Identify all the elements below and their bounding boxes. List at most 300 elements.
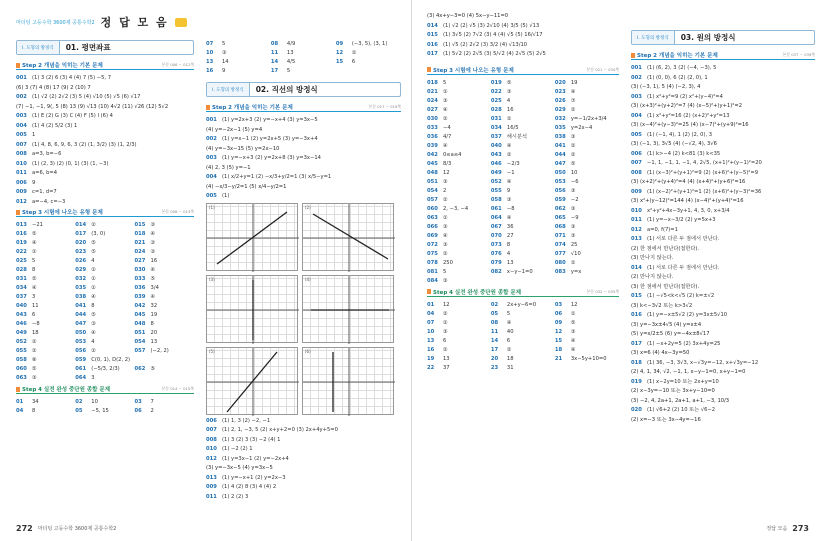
answer-value: ②	[32, 339, 37, 345]
answer-cell	[16, 284, 75, 293]
answer-line	[631, 169, 815, 178]
answer-value: 8	[506, 241, 511, 248]
answer-value: 6	[506, 337, 511, 344]
question-number: 055	[16, 348, 27, 354]
step3-bar	[427, 66, 619, 75]
answer-value: (1) 4, 8, 6, 9, 6, 3 (2) (1, 3/2) (3) (1, 2/3)	[32, 141, 137, 148]
answer-cell	[427, 79, 491, 88]
question-number: 015	[134, 222, 146, 228]
answer-value: ②	[506, 151, 512, 158]
question-number: 007	[631, 160, 642, 166]
question-number: 014	[631, 264, 642, 271]
question-number: 017	[631, 340, 642, 347]
answer-value: 3x−5y+10=0	[570, 355, 607, 362]
answer-cell	[16, 230, 75, 239]
answer-cell	[16, 347, 75, 356]
answer-value: ②	[32, 348, 37, 354]
answer-value: 5	[443, 268, 447, 275]
answer-value: x²+y²+4x−3y+1, 4, 3, 0, x+3/4	[647, 207, 730, 214]
question-number: 064	[490, 214, 502, 221]
answer-value: −5, 15	[91, 408, 109, 414]
answer-cell	[16, 311, 75, 320]
answer-value: 3	[32, 294, 36, 300]
question-number: 005	[16, 132, 27, 138]
answer-value: ③	[443, 328, 448, 335]
question-number: 074	[554, 241, 566, 248]
answer-value: 6	[32, 312, 36, 318]
answer-cell	[135, 311, 194, 320]
answer-value: ①	[570, 310, 576, 317]
answer-line: (3) k<−3√2 또는 k>3√2	[631, 302, 693, 309]
question-number: 037	[16, 294, 27, 300]
answer-line: (4) y=−3x−15 (5) y=2x−10	[206, 145, 280, 152]
answer-cell	[491, 169, 555, 178]
answer-row	[427, 259, 619, 268]
answer-row	[427, 205, 619, 214]
answer-cell	[75, 311, 134, 320]
answer-value: 7	[150, 399, 154, 405]
answer-cell	[491, 106, 555, 115]
answer-cell	[555, 169, 619, 178]
question-number: 037	[490, 133, 502, 140]
question-number: 005	[206, 193, 217, 199]
answer-lines	[427, 12, 619, 59]
answer-value: ⑧	[32, 357, 37, 363]
unit-header	[631, 30, 815, 45]
answer-value: x−y−1=0	[506, 268, 533, 275]
answer-line: (3) (x−4)²+(y−3)²=25 (4) (x−7)²+(y+9)²=16	[631, 122, 749, 128]
question-number: 050	[75, 330, 87, 336]
answer-value: (1) y=−x+1 (2) y=2x−3	[222, 474, 286, 481]
question-number: 039	[134, 294, 146, 300]
answer-value: (1)	[222, 193, 230, 199]
answer-value: 13	[506, 259, 514, 266]
question-number: 032	[75, 276, 87, 282]
answer-value: 9	[222, 68, 226, 74]
answer-cell	[555, 160, 619, 169]
question-number: 006	[16, 179, 27, 186]
question-number: 20	[490, 355, 499, 362]
answer-value: (1) (0, 0), 6 (2) (2, 0), 1	[647, 74, 708, 81]
question-number: 049	[16, 330, 27, 336]
question-number: 14	[270, 59, 279, 65]
question-number: 009	[631, 188, 642, 195]
question-number: 003	[16, 113, 27, 119]
answer-cell	[16, 248, 75, 257]
answer-cell	[555, 346, 619, 355]
question-number: 082	[490, 268, 502, 275]
answer-cell	[16, 293, 75, 302]
answer-value: 6	[443, 337, 447, 344]
answer-row	[16, 257, 194, 266]
step2-bar	[16, 61, 194, 70]
question-number: 059	[75, 357, 87, 363]
answer-value: ③	[506, 88, 512, 95]
answer-line	[206, 116, 401, 125]
question-number: 080	[554, 259, 566, 266]
question-number: 084	[427, 277, 438, 284]
question-number: 004	[631, 112, 642, 119]
answer-cell	[75, 221, 134, 230]
answer-line	[16, 188, 194, 197]
answer-cell	[16, 365, 75, 374]
answer-row	[427, 88, 619, 97]
answer-value: −4	[443, 124, 451, 131]
answer-line	[631, 311, 815, 320]
answer-line: (3) (x+2)²+(y+4)²=4 (4) (x+4)²+(y+6)²=16	[631, 179, 746, 185]
answer-cell	[491, 346, 555, 355]
answer-row	[206, 58, 401, 67]
answer-cell	[427, 187, 491, 196]
unit-title: 01. 평면좌표	[65, 43, 111, 52]
answer-value: (1) 3 (2) 3 (3) −2 (4) 1	[222, 436, 281, 443]
answer-row	[16, 311, 194, 320]
question-number: 049	[490, 169, 502, 176]
question-number: 050	[554, 169, 566, 176]
answer-value: ②	[443, 310, 448, 317]
answer-line	[427, 22, 619, 31]
answer-value: ②	[570, 151, 576, 158]
answer-cell	[135, 239, 194, 248]
question-number: 056	[554, 187, 566, 194]
answer-line	[206, 173, 401, 182]
answer-cell	[491, 301, 555, 310]
question-number: 027	[427, 106, 438, 113]
answer-line	[427, 31, 619, 40]
answer-row	[427, 241, 619, 250]
answer-line: (3) 한 점에서 만난다(접한다).	[631, 283, 700, 290]
question-number: 045	[427, 160, 438, 167]
answer-value: ③	[443, 241, 448, 248]
answer-line	[427, 41, 619, 50]
answer-value: ④	[570, 88, 576, 95]
answer-cell	[491, 355, 555, 364]
step3-ref: 본문 008 ~ 013쪽	[161, 209, 194, 214]
page-footer	[16, 524, 116, 533]
answer-line: (3) y=−3x±4√5 (4) y=x±4	[631, 321, 702, 328]
question-number: 077	[554, 250, 566, 257]
question-number: 05	[490, 310, 499, 317]
answer-cell	[555, 205, 619, 214]
left-column-1	[16, 40, 194, 416]
answer-line	[16, 179, 194, 188]
answer-cell	[427, 133, 491, 142]
answer-value: ①	[443, 319, 448, 326]
answer-cell	[336, 40, 401, 49]
answer-cell	[75, 284, 134, 293]
answer-cell	[491, 214, 555, 223]
graph-label: (3)	[209, 276, 215, 282]
answer-cell	[555, 364, 619, 373]
answer-value: 5	[443, 79, 447, 86]
answer-cell	[491, 277, 555, 286]
answer-line	[631, 112, 815, 121]
answer-line: (2) 만나지 않는다.	[631, 274, 674, 280]
answer-line	[16, 112, 194, 121]
answer-cell	[135, 329, 194, 338]
answer-value: ③	[150, 240, 156, 246]
answer-line	[206, 135, 401, 144]
answer-cell	[491, 337, 555, 346]
answer-line	[206, 483, 401, 492]
answer-cell	[75, 293, 134, 302]
answer-cell	[16, 407, 75, 416]
answer-row	[427, 187, 619, 196]
question-number: 039	[427, 142, 438, 149]
answer-cell	[75, 407, 134, 416]
answer-cell	[16, 239, 75, 248]
answer-value: ④	[506, 214, 512, 221]
answer-cell	[427, 355, 491, 364]
answer-cell	[427, 328, 491, 337]
answer-value: −8	[506, 205, 515, 212]
question-number: 035	[554, 124, 566, 131]
answer-value: 25	[570, 241, 578, 248]
answer-value: (1) 3 (2) 6 (3) 4 (4) 7 (5) −5, 7	[32, 75, 112, 81]
answer-row	[16, 239, 194, 248]
unit-label: I. 도형의 방정식	[632, 31, 675, 44]
answer-value: 34	[32, 399, 39, 405]
answer-cell	[555, 301, 619, 310]
step3-title: Step 3 시험에 나오는 유형 문제	[22, 210, 103, 216]
answer-cell	[135, 293, 194, 302]
answer-line	[631, 359, 815, 368]
answer-value: 32	[150, 303, 158, 309]
answer-row	[427, 124, 619, 133]
page-number: 273	[792, 524, 809, 533]
answer-cell	[555, 124, 619, 133]
coordinate-graph	[206, 275, 298, 343]
question-number: 016	[427, 41, 438, 48]
answer-value: (1) 서로 다른 두 점에서 만난다.	[647, 264, 720, 271]
question-number: 004	[16, 122, 27, 129]
step3-title: Step 3 시험에 나오는 유형 문제	[433, 67, 514, 74]
question-number: 046	[490, 160, 502, 167]
answer-cell	[555, 142, 619, 151]
answer-cell	[135, 302, 194, 311]
answer-row	[427, 214, 619, 223]
question-number: 044	[554, 151, 566, 158]
answer-cell	[555, 355, 619, 364]
answer-cell	[135, 356, 194, 365]
answer-cell	[555, 337, 619, 346]
answer-value: 8	[91, 303, 95, 309]
question-number: 009	[206, 484, 217, 490]
question-number: 043	[490, 151, 502, 158]
answer-cell	[206, 58, 271, 67]
answer-value: √10	[570, 250, 581, 257]
answer-cell	[555, 97, 619, 106]
question-number: 007	[16, 141, 27, 148]
question-number: 010	[206, 446, 217, 452]
answer-grid	[427, 301, 619, 373]
answer-value: ⑤	[91, 312, 96, 318]
question-number: 014	[427, 22, 438, 29]
answer-value: (1) 2, 1, −3, 5 (2) x+y+2=0 (3) 2x+4y+5=0	[222, 427, 338, 433]
step3-ref: 본문 021 ~ 034쪽	[586, 66, 619, 72]
answer-value: ①	[91, 276, 96, 282]
question-number: 066	[427, 223, 438, 230]
answer-value: 2	[443, 187, 447, 194]
answer-cell	[427, 214, 491, 223]
answer-value: (1) (x−2)²+(y+1)²=1 (2) (x+6)²+(y−3)²=36	[647, 188, 762, 195]
answer-line	[631, 292, 815, 301]
question-number: 02	[75, 399, 83, 405]
answer-cell	[491, 133, 555, 142]
question-number: 061	[75, 366, 87, 372]
answer-value: (1) E (2) G (3) C (4) F (5) I (6) 4	[32, 113, 113, 119]
answer-value: 13	[286, 50, 294, 56]
question-number: 047	[75, 321, 87, 327]
question-number: 08	[490, 319, 499, 326]
question-number: 013	[206, 474, 217, 481]
question-number: 03	[134, 399, 142, 405]
answer-value: ②	[506, 346, 512, 353]
answer-row	[16, 356, 194, 365]
answer-value: ③	[570, 187, 576, 194]
question-number: 028	[16, 267, 27, 273]
answer-grid	[16, 221, 194, 383]
answer-row	[16, 365, 194, 374]
question-number: 020	[554, 79, 566, 86]
answer-cell	[491, 97, 555, 106]
question-number: 012	[206, 455, 217, 462]
answer-row	[16, 248, 194, 257]
question-number: 15	[335, 59, 344, 65]
right-column-1	[427, 12, 619, 373]
question-number: 029	[554, 106, 566, 113]
question-number: 027	[134, 258, 146, 264]
question-number: 051	[134, 330, 146, 336]
answer-value: (1) 서로 다른 두 점에서 만난다.	[647, 236, 720, 242]
answer-cell	[491, 250, 555, 259]
question-number: 031	[16, 276, 27, 282]
answer-cell	[271, 67, 336, 76]
question-number: 013	[16, 222, 27, 228]
step2-title: Step 2 개념을 익히는 기본 문제	[22, 63, 103, 69]
graph-plot	[303, 276, 395, 344]
answer-cell	[75, 347, 134, 356]
answer-value: (1) x/2+y=1 (2) −x/3+y/2=1 (3) x/5−y=1	[222, 174, 332, 180]
flag-icon	[631, 53, 635, 58]
answer-cell	[427, 259, 491, 268]
answer-value: (1) 2 (2) 3	[222, 493, 249, 500]
answer-cell	[491, 268, 555, 277]
answer-value: 16	[150, 258, 158, 264]
question-number: 048	[134, 321, 146, 327]
question-number: 16	[427, 346, 435, 353]
question-number: 010	[631, 207, 642, 214]
answer-value: −2/3	[506, 160, 520, 167]
answer-value: ④	[506, 319, 512, 326]
answer-grid	[206, 40, 401, 76]
question-number: 07	[206, 41, 214, 47]
question-number: 12	[335, 50, 344, 56]
answer-row	[427, 133, 619, 142]
question-number: 025	[490, 97, 502, 104]
graph-label: (4)	[305, 276, 311, 282]
answer-line	[631, 226, 815, 235]
answer-row	[427, 196, 619, 205]
answer-value: ⑤	[506, 79, 512, 86]
answer-cell	[427, 232, 491, 241]
question-number: 040	[490, 142, 502, 149]
answer-value: (1) √6+2 (2) 10 또는 √6−2	[647, 407, 716, 413]
coordinate-graph	[302, 275, 394, 343]
answer-row	[427, 301, 619, 310]
question-number: 12	[554, 328, 563, 335]
question-number: 071	[554, 232, 566, 239]
answer-line: (2) 4, 1, 34, √2, −1, 1, x−y−1=0, x+y−1=0	[631, 369, 746, 375]
answer-value: (1) y=−x−3/2 (2) y=5x+3	[647, 217, 716, 223]
answer-value: (1) 4 (2) 5/2 (3) 1	[32, 122, 78, 129]
answer-line	[16, 198, 194, 207]
answer-cell	[555, 151, 619, 160]
question-number: 02	[490, 301, 499, 308]
answer-value: ③	[570, 232, 576, 239]
answer-row	[16, 398, 194, 407]
answer-value: ①	[443, 214, 448, 221]
answer-cell	[491, 196, 555, 205]
answer-value: (1) −√5<k<√5 (2) k=±√2	[647, 293, 715, 299]
question-number: 029	[75, 267, 87, 273]
answer-cell	[16, 302, 75, 311]
answer-line	[16, 169, 194, 178]
step3-bar	[16, 208, 194, 217]
graph-plot	[303, 204, 395, 272]
answer-value: a=−4, c=−3	[32, 198, 66, 205]
answer-row	[16, 407, 194, 416]
answer-value: 20	[150, 330, 158, 336]
answer-value: (1) y=−x+3 (2) y=2x+8 (3) y=3x−14	[222, 155, 321, 161]
answer-row	[427, 142, 619, 151]
step4-title: Step 4 실전 완성 중단원 종합 문제	[22, 387, 111, 393]
answer-value: 8	[32, 267, 36, 273]
answer-value: ③	[443, 178, 448, 185]
question-number: 008	[16, 151, 27, 157]
answer-cell	[75, 374, 134, 383]
answer-cell	[206, 67, 271, 76]
question-number: 058	[490, 196, 502, 203]
answer-row	[16, 302, 194, 311]
answer-line	[206, 474, 401, 483]
answer-line: (2) x−3y=−10 또는 3x+y−10=0	[631, 388, 715, 394]
step2-title: Step 2 개념을 익히는 기본 문제	[637, 53, 718, 59]
question-number: 038	[75, 294, 87, 300]
answer-cell	[271, 49, 336, 58]
answer-lines	[206, 116, 401, 201]
question-number: 025	[16, 258, 27, 264]
answer-cell	[427, 196, 491, 205]
flag-icon	[16, 210, 20, 215]
answer-line	[631, 74, 815, 83]
answer-cell	[427, 301, 491, 310]
question-number: 014	[75, 222, 87, 228]
answer-cell	[491, 364, 555, 373]
answer-value: ③	[570, 328, 576, 335]
answer-cell	[135, 275, 194, 284]
graph-label: (6)	[305, 348, 311, 354]
answer-cell	[555, 241, 619, 250]
answer-value: ⑤	[91, 240, 96, 246]
answer-value: (−3, 5), (3, 1)	[351, 41, 388, 47]
answer-cell	[16, 329, 75, 338]
answer-value: ②	[443, 250, 448, 257]
answer-value: a=0, f(7)=1	[647, 226, 678, 233]
answer-value: ④	[506, 178, 512, 185]
answer-value: 37	[443, 364, 450, 371]
question-number: 022	[16, 249, 27, 255]
